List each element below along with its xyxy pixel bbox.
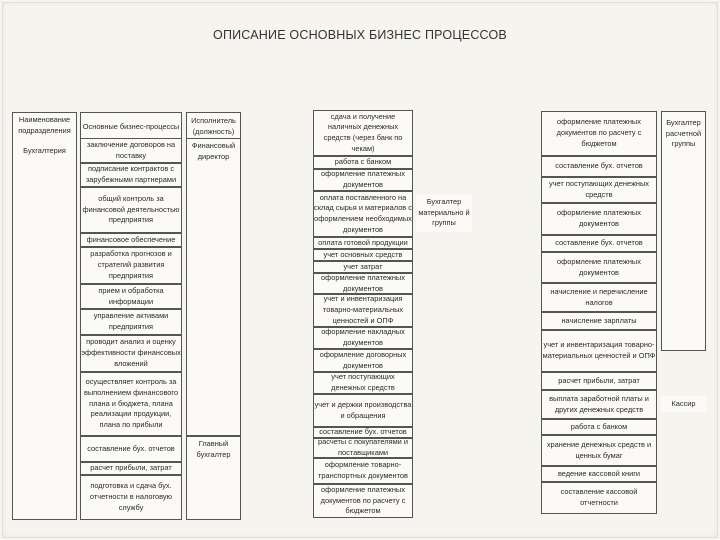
exec-material-accountant: Бухгалтер материально й группы <box>416 194 472 232</box>
process-item: подписание контрактов с зарубежными партнерами <box>80 163 182 187</box>
task-item: оплата готовой продукции <box>313 237 413 249</box>
process-item: осуществляет контроль за выполнением финансового плана и бюджета, плана реализации продукции, плана по прибыли <box>80 372 182 436</box>
task-item: оформление платежных документов <box>541 252 657 283</box>
task-item: оформление платежных документов по расчету с бюджетом <box>313 484 413 518</box>
exec-cashier: Кассир <box>661 396 706 412</box>
task-item: учет основных средств <box>313 249 413 261</box>
page-title: ОПИСАНИЕ ОСНОВНЫХ БИЗНЕС ПРОЦЕССОВ <box>213 28 507 42</box>
task-item: оформление товарно-транспортных документов <box>313 458 413 484</box>
task-item: работа с банком <box>541 419 657 435</box>
process-item: расчет прибыли, затрат <box>80 462 182 475</box>
task-item: учет затрат <box>313 261 413 273</box>
unit-value: Бухгалтерия <box>13 144 76 158</box>
process-item: составление бух. отчетов <box>80 436 182 462</box>
unit-column <box>12 112 77 520</box>
task-item: сдача и получение наличных денежных средств (через банк по чекам) <box>313 110 413 156</box>
task-item: оформление платежных документов <box>313 273 413 294</box>
task-item: учет и инвентаризация товарно-материальных ценностей и ОПФ <box>313 294 413 327</box>
exec-chief-accountant: Главный бухгалтер <box>186 436 241 520</box>
task-item: хранение денежных средств и ценных бумаг <box>541 435 657 466</box>
task-item: составление бух. отчетов <box>541 235 657 252</box>
task-item: оформление накладных документов <box>313 327 413 349</box>
task-item: оформление договорных документов <box>313 349 413 372</box>
task-item: начисление и перечисление налогов <box>541 283 657 312</box>
task-item: составление кассовой отчетности <box>541 482 657 514</box>
task-item: ведение кассовой книги <box>541 466 657 482</box>
exec-financial-director: Финансовый директор <box>186 138 241 436</box>
process-item: общий контроль за финансовой деятельностью предприятия <box>80 187 182 233</box>
process-item: проводит анализ и оценку эффективности финансовых вложений <box>80 335 182 372</box>
task-item: начисление зарплаты <box>541 312 657 330</box>
process-item: прием и обработка информации <box>80 284 182 309</box>
task-item: оформление платежных документов по расчету с бюджетом <box>541 111 657 156</box>
task-item: расчет прибыли, затрат <box>541 372 657 390</box>
task-item: составление бух. отчетов <box>541 156 657 177</box>
task-item: учет и держки производства и обращения <box>313 394 413 427</box>
task-item: расчеты с покупателями и поставщиками <box>313 438 413 458</box>
task-item: оформление платежных документов <box>313 169 413 191</box>
process-item: разработка прогнозов и стратегий развития предприятия <box>80 247 182 284</box>
task-item: составление бух. отчетов <box>313 427 413 438</box>
task-item: выплата заработной платы и других денежных средств <box>541 390 657 419</box>
unit-header: Наименование подразделения <box>13 113 76 139</box>
process-header: Основные бизнес-процессы <box>80 112 182 142</box>
task-item: оплата поставленного на склад сырья и материалов с оформлением необходимых документов <box>313 191 413 237</box>
exec-settlement-accountant: Бухгалтер расчетной группы <box>661 111 706 351</box>
exec-header: Исполнитель (должность) <box>186 112 241 142</box>
process-item: подготовка и сдача бух. отчетности в налоговую службу <box>80 475 182 520</box>
task-item: работа с банком <box>313 156 413 169</box>
process-item: управление активами предприятия <box>80 309 182 335</box>
task-item: учет поступающих денежных средств <box>313 372 413 394</box>
task-item: оформление платежных документов <box>541 203 657 235</box>
task-item: учет и инвентаризация товарно-материальных ценностей и ОПФ <box>541 330 657 372</box>
task-item: учет поступающих денежных средств <box>541 177 657 203</box>
process-item: финансовое обеспечение <box>80 233 182 247</box>
process-item: заключение договоров на поставку <box>80 138 182 163</box>
